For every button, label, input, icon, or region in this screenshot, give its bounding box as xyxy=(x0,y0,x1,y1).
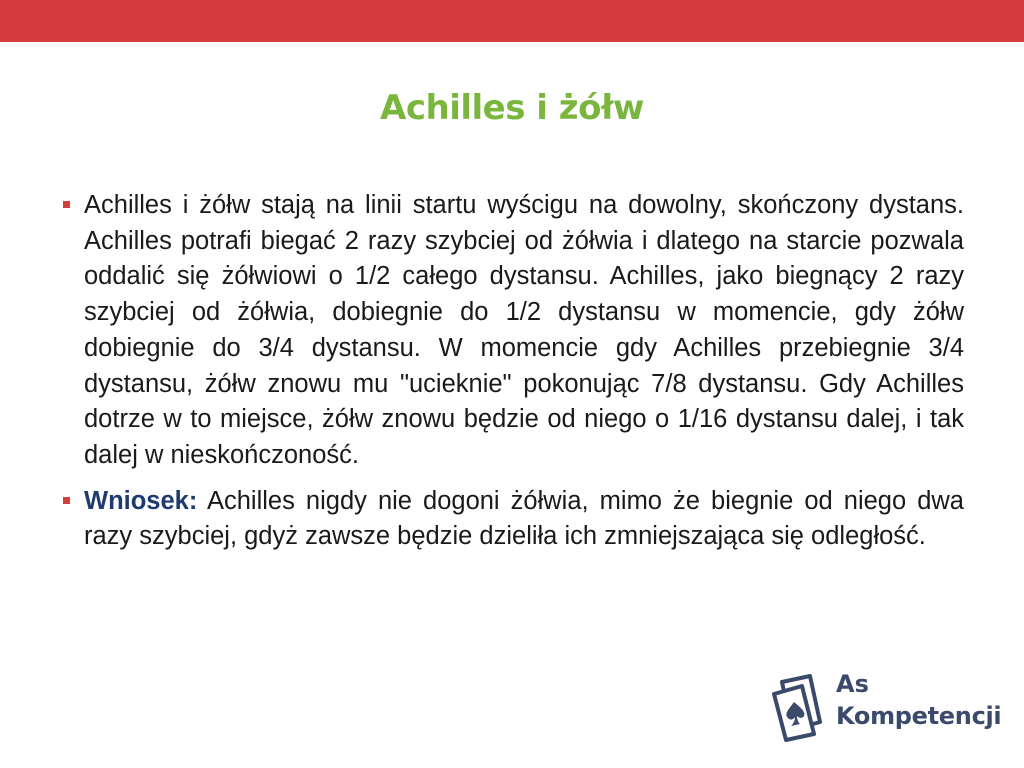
top-accent-bar xyxy=(0,0,1024,42)
bullet-item xyxy=(60,484,964,555)
as-kompetencji-logo xyxy=(770,668,1000,748)
bullet-text: Achilles nigdy nie dogoni żółwia, mimo że biegnie od niego dwa razy szybciej, gdyż zawsze będzie dzieliła ich zmniejszająca się odległość. xyxy=(84,486,964,551)
bullet-text: Achilles i żółw stają na linii startu wyścigu na dowolny, skończony dystans. Achilles potrafi biegać 2 razy szybciej od żółwia i dlatego na starcie pozwala oddalić się żółwiowi o 1/2 całego dystansu. Achilles, jako biegnący 2 razy szybciej od żółwia, dobiegnie do 1/2 dystansu w momencie, gdy żółw dobiegnie do 3/4 dystansu. W momencie gdy Achilles przebiegnie 3/4 dystansu, żółw znowu mu "ucieknie" pokonując 7/8 dystansu. Gdy Achilles dotrze w to miejsce, żółw znowu będzie od niego o 1/16 dystansu dalej, i tak dalej w nieskończoność. xyxy=(84,191,964,469)
bullet-list xyxy=(60,188,964,565)
slide-title: Achilles i żółw xyxy=(380,88,644,128)
bullet-square-icon xyxy=(63,201,70,208)
bullet-square-icon xyxy=(63,497,70,504)
logo-text-kompetencji: Kompetencji xyxy=(836,702,1002,730)
conclusion-label: Wniosek: xyxy=(84,486,198,515)
spade-card-icon xyxy=(770,672,834,742)
logo-text-as: As xyxy=(836,670,869,698)
bullet-item xyxy=(60,188,964,474)
